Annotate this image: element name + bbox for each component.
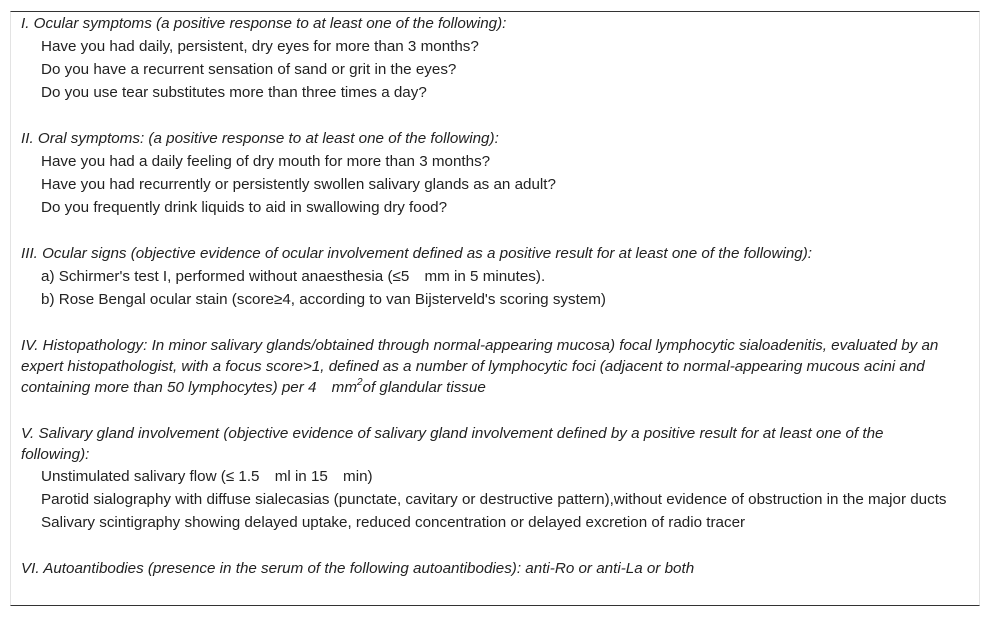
ocular-symptoms-heading: I. Ocular symptoms (a positive response to at least one of the following): [21,15,507,32]
section-spacer [21,104,956,127]
superscript-squared: 2 [356,377,363,388]
histopathology-text: IV. Histopathology: In minor salivary glands/obtained through normal-appearing mucosa) focal lymphocytic sialoadenitis, evaluated by an expert histopathologist, with a focus score>1, defined as a number of lymphocytic foci (adjacent to normal-appearing mucous acini and containing more than 50 lymphocytes) per 4 mm [21,337,939,396]
section-spacer [21,398,956,423]
salivary-gland-item: Salivary scintigraphy showing delayed uptake, reduced concentration or delayed excretion of radio tracer [41,514,746,531]
oral-symptoms-heading: II. Oral symptoms: (a positive response to at least one of the following): [21,130,499,147]
histopathology-heading [21,334,956,398]
ocular-sign-item: a) Schirmer's test I, performed without anaesthesia (≤5 mm in 5 minutes). [41,268,546,285]
salivary-gland-heading: V. Salivary gland involvement (objective evidence of salivary gland involvement defined by a positive result for at least one of the following): [21,425,884,463]
section-spacer [21,219,956,242]
section-spacer [21,534,956,557]
histopathology-tail: of glandular tissue [362,379,486,396]
oral-symptom-item: Have you had recurrently or persistently swollen salivary glands as an adult? [41,176,556,193]
section-spacer [21,311,956,334]
salivary-gland-item: Parotid sialography with diffuse sialecasias (punctate, cavitary or destructive pattern),without evidence of obstruction in the major ducts [41,491,947,508]
ocular-symptom-item: Do you use tear substitutes more than three times a day? [41,84,427,101]
autoantibodies-heading: VI. Autoantibodies (presence in the serum of the following autoantibodies): anti-Ro or anti-La or both [21,560,695,577]
oral-symptom-item: Do you frequently drink liquids to aid in swallowing dry food? [41,199,448,216]
ocular-symptom-item: Have you had daily, persistent, dry eyes for more than 3 months? [41,38,479,55]
ocular-sign-item: b) Rose Bengal ocular stain (score≥4, according to van Bijsterveld's scoring system) [41,291,606,308]
ocular-signs-heading: III. Ocular signs (objective evidence of ocular involvement defined as a positive result for at least one of the following): [21,245,813,262]
oral-symptom-item: Have you had a daily feeling of dry mouth for more than 3 months? [41,153,491,170]
salivary-gland-item: Unstimulated salivary flow (≤ 1.5 ml in 15 min) [41,468,373,485]
criteria-content [21,12,956,580]
ocular-symptom-item: Do you have a recurrent sensation of sand or grit in the eyes? [41,61,457,78]
